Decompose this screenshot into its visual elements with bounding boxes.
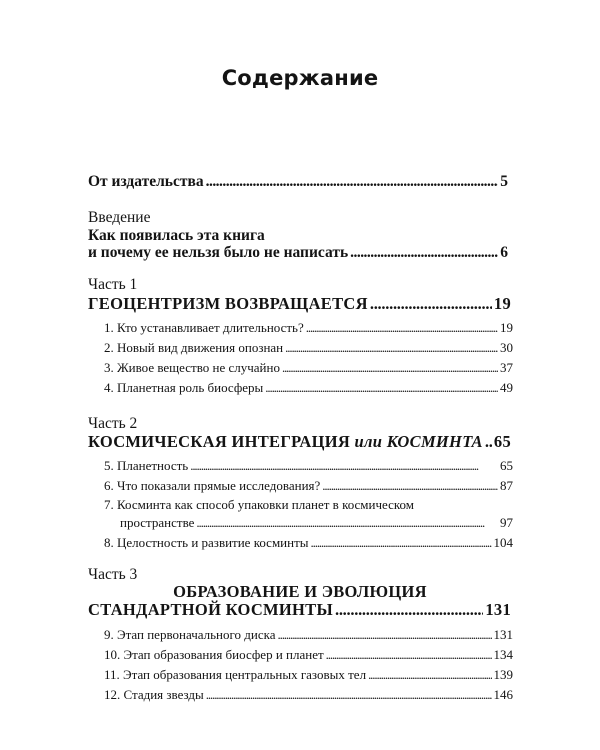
leader-dots: [322, 478, 498, 494]
toc-entry-label: 9. Этап первоначального диска: [104, 627, 276, 642]
toc-entry-label: 6. Что показали прямые исследования?: [104, 478, 321, 493]
toc-entry-label: и почему ее нельзя было не написать: [88, 244, 349, 261]
toc-entry-page: 37: [500, 360, 513, 375]
part1-heading: Часть 1: [88, 276, 138, 293]
toc-entry-page: 131: [485, 600, 511, 619]
toc-entry-label: 4. Планетная роль биосферы: [104, 380, 264, 395]
toc-chapter-9: [104, 627, 513, 643]
toc-entry-page: 104: [493, 535, 513, 550]
toc-entry-page: 65: [493, 432, 511, 451]
part3-title-line1: ОБРАЗОВАНИЕ И ЭВОЛЮЦИЯ: [173, 582, 427, 601]
toc-entry-page: 65: [500, 458, 513, 473]
toc-entry-label: 11. Этап образования центральных газовых тел: [104, 667, 367, 682]
part2-title-main: КОСМИЧЕСКАЯ ИНТЕГРАЦИЯ: [88, 432, 351, 451]
toc-entry-page: 6: [500, 244, 508, 261]
intro-heading: Введение: [88, 209, 151, 226]
toc-chapter-5: [104, 458, 513, 474]
toc-entry-label: ГЕОЦЕНТРИЗМ ВОЗВРАЩАЕТСЯ: [88, 294, 368, 313]
leader-dots: [278, 627, 492, 643]
leader-dots: [190, 458, 498, 474]
part2-title-or: или: [354, 432, 383, 451]
toc-chapter-8: [104, 535, 513, 551]
toc-entry-label: 3. Живое вещество не случайно: [104, 360, 280, 375]
toc-entry-publisher: [88, 173, 508, 191]
leader-dots: [265, 380, 498, 396]
toc-chapter-3: [104, 360, 513, 376]
toc-entry-intro: [88, 244, 508, 262]
leader-dots: [282, 360, 498, 376]
toc-entry-label: 10. Этап образования биосфер и планет: [104, 647, 324, 662]
toc-entry-label: [88, 432, 483, 452]
part2-heading: Часть 2: [88, 415, 138, 432]
toc-chapter-10: [104, 647, 513, 663]
toc-entry-page: 87: [500, 478, 513, 493]
toc-chapter-1: [104, 320, 513, 336]
toc-chapter-7: [120, 515, 513, 531]
leader-dots: [368, 667, 491, 683]
toc-chapter-11: [104, 667, 513, 683]
toc-chapter-7-line1: 7. Косминта как способ упаковки планет в космическом: [104, 497, 415, 512]
toc-chapter-6: [104, 478, 513, 494]
leader-dots: [206, 173, 499, 191]
toc-entry-page: 131: [493, 627, 513, 642]
leader-dots: [485, 432, 492, 452]
toc-entry-page: 49: [500, 380, 513, 395]
toc-entry-part1: [88, 294, 511, 314]
toc-entry-page: 19: [500, 320, 513, 335]
toc-entry-label: 1. Кто устанавливает длительность?: [104, 320, 304, 335]
intro-title-line1: Как появилась эта книга: [88, 227, 265, 244]
page-title: Содержание: [221, 66, 379, 90]
leader-dots: [350, 244, 498, 262]
toc-entry-page: 19: [493, 294, 511, 313]
toc-chapter-4: [104, 380, 513, 396]
toc-entry-label: пространстве: [120, 515, 195, 530]
leader-dots: [370, 294, 492, 314]
leader-dots: [311, 535, 492, 551]
leader-dots: [335, 600, 483, 620]
part2-title-alt: КОСМИНТА: [386, 432, 483, 451]
leader-dots: [326, 647, 492, 663]
toc-entry-page: 5: [500, 173, 508, 190]
toc-entry-page: 139: [493, 667, 513, 682]
leader-dots: [206, 687, 492, 703]
toc-entry-label: 8. Целостность и развитие косминты: [104, 535, 309, 550]
toc-entry-label: СТАНДАРТНОЙ КОСМИНТЫ: [88, 600, 333, 619]
toc-chapter-2: [104, 340, 513, 356]
toc-entry-page: 30: [500, 340, 513, 355]
toc-entry-page: 146: [493, 687, 513, 702]
toc-chapter-12: [104, 687, 513, 703]
toc-entry-label: 5. Планетность: [104, 458, 189, 473]
toc-entry-part3: [88, 600, 511, 620]
toc-entry-label: 12. Стадия звезды: [104, 687, 204, 702]
toc-entry-label: 2. Новый вид движения опознан: [104, 340, 284, 355]
leader-dots: [306, 320, 498, 336]
leader-dots: [196, 515, 498, 531]
toc-entry-page: 134: [493, 647, 513, 662]
leader-dots: [285, 340, 498, 356]
toc-entry-page: 97: [500, 515, 513, 530]
toc-entry-label: От издательства: [88, 173, 204, 190]
toc-entry-part2: [88, 432, 511, 452]
part3-heading: Часть 3: [88, 566, 138, 583]
